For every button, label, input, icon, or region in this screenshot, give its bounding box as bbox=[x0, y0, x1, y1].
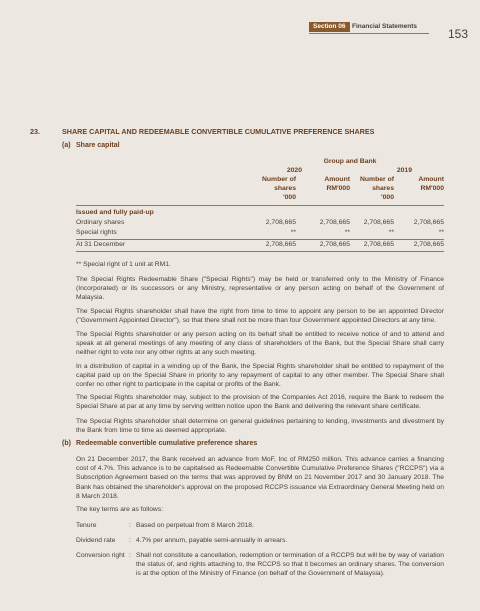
col1-line1: Number of bbox=[262, 176, 296, 183]
header-rule bbox=[309, 33, 429, 34]
subsection-a-label: (a) bbox=[62, 142, 71, 149]
col2-line1: Amount bbox=[324, 176, 350, 183]
term-value: 4.7% per annum, payable semi-annually in arrears. bbox=[136, 537, 288, 544]
paragraph: The key terms are as follows: bbox=[76, 506, 163, 513]
row-label: Ordinary shares bbox=[76, 219, 125, 226]
term-key: Tenure bbox=[76, 522, 97, 529]
col3-line2: shares bbox=[372, 185, 394, 192]
table-cell: 2,708,665 bbox=[363, 241, 394, 248]
table-mid-rule bbox=[76, 239, 444, 240]
table-total-row bbox=[76, 241, 444, 251]
subsection-a-title: Share capital bbox=[76, 142, 120, 149]
table-bottom-rule bbox=[76, 251, 444, 252]
table-cell: ** bbox=[388, 229, 394, 236]
table-cell: ** bbox=[290, 229, 296, 236]
paragraph: The Special Rights Redeemable Share ("Special Rights") may be held or transferred only to the Ministry of Finance (Incorporated) or its successors or any Ministry, representative or any person acting on behalf of the Government of Malaysia. bbox=[76, 276, 444, 302]
note-number: 23. bbox=[30, 127, 40, 136]
term-value: Shall not constitute a cancellation, redemption or termination of a RCCPS but will be by way of variation the status of, and rights attaching to, the RCCPS so that it becomes an ordinary shares. The conversion is at the option of the Ministry of Finance (on behalf of the Government of Malaysia). bbox=[136, 552, 444, 578]
col3-line3: '000 bbox=[381, 194, 394, 201]
table-cell: 2,708,665 bbox=[265, 219, 296, 226]
col4-line1: Amount bbox=[418, 176, 444, 183]
page-number: 153 bbox=[448, 27, 469, 41]
table-row bbox=[76, 229, 444, 239]
year-2019: 2019 bbox=[396, 167, 412, 174]
group-header: Group and Bank bbox=[323, 158, 377, 165]
footnote: ** Special right of 1 unit at RM1. bbox=[76, 261, 171, 268]
paragraph: On 21 December 2017, the Bank received an advance from MoF, Inc of RM250 million. This advance carries a financing cost of 4.7%. This advance is to be capitalised as Redeemable Convertible Cumulative Preference Shares ("RCCPS") via a Subscription Agreement based on the terms that was approved by BNM on 21 November 2017 and 30 January 2018. The Bank has obtained the shareholder's approval on the proposed RCCPS issuance via Extraordinary General Meeting held on 8 March 2018. bbox=[76, 456, 444, 500]
subsection-b-label: (b) bbox=[62, 440, 71, 447]
section-badge: Section 06 bbox=[309, 22, 350, 32]
col4-line2: RM'000 bbox=[420, 185, 444, 192]
year-2020: 2020 bbox=[286, 167, 302, 174]
table-section-label bbox=[76, 209, 444, 219]
paragraph: In a distribution of capital in a winding up of the Bank, the Special Rights shareholder shall be entitled to repayment of the capital paid up on the Special Share in priority to any repayment of capital to any other member. The Special Share shall confer no other right to participate in the capital or profits of the Bank. bbox=[76, 363, 444, 389]
paragraph: The Special Rights shareholder shall have the right from time to time to appoint any person to be an appointed Director ("Government Appointed Director"), so that there shall not be more than four Government appointed Directors at any time. bbox=[76, 308, 444, 325]
paragraph: The Special Rights shareholder may, subject to the provision of the Companies Act 2016, require the Bank to redeem the Special Share at par at any time by serving written notice upon the Bank and delivering the relevant share certificate. bbox=[76, 394, 444, 411]
col1-line2: shares bbox=[274, 185, 296, 192]
total-label: At 31 December bbox=[76, 241, 126, 248]
issued-label: Issued and fully paid-up bbox=[76, 209, 154, 216]
col-header-1 bbox=[246, 175, 296, 202]
table-cell: 2,708,665 bbox=[413, 241, 444, 248]
table-cell: 2,708,665 bbox=[413, 219, 444, 226]
subsection-b-title: Redeemable convertible cumulative preference shares bbox=[76, 440, 258, 447]
table-cell: ** bbox=[344, 229, 350, 236]
paragraph: The Special Rights shareholder or any person acting on its behalf shall be entitled to receive notice of and to attend and speak at all general meetings of any meeting of any class of shareholders of the Bank, but the Special Share shall carry neither right to vote nor any other rights at any such meeting. bbox=[76, 331, 444, 357]
term-colon: : bbox=[129, 537, 131, 544]
table-cell: ** bbox=[438, 229, 444, 236]
paragraph: The Special Rights shareholder shall determine on general guidelines pertaining to lending, investments and divestment by the Bank from time to time as deemed appropriate. bbox=[76, 418, 444, 435]
term-key: Conversion right bbox=[76, 552, 125, 559]
row-label: Special rights bbox=[76, 229, 117, 236]
col-header-4 bbox=[394, 175, 444, 193]
table-cell: 2,708,665 bbox=[319, 241, 350, 248]
term-key: Dividend rate bbox=[76, 537, 116, 544]
col-header-2 bbox=[300, 175, 350, 193]
table-cell: 2,708,665 bbox=[265, 241, 296, 248]
col-header-3 bbox=[344, 175, 394, 202]
section-title: Financial Statements bbox=[352, 23, 418, 30]
term-value: Based on perpetual from 8 March 2018. bbox=[136, 522, 254, 529]
term-colon: : bbox=[129, 522, 131, 529]
table-cell: 2,708,665 bbox=[363, 219, 394, 226]
note-title: SHARE CAPITAL AND REDEEMABLE CONVERTIBLE CUMULATIVE PREFERENCE SHARES bbox=[62, 127, 375, 136]
table-top-rule bbox=[76, 205, 444, 206]
term-colon: : bbox=[129, 552, 131, 559]
col2-line2: RM'000 bbox=[326, 185, 350, 192]
col3-line1: Number of bbox=[360, 176, 394, 183]
table-cell: 2,708,665 bbox=[319, 219, 350, 226]
table-row bbox=[76, 219, 444, 229]
col1-line3: '000 bbox=[283, 194, 296, 201]
